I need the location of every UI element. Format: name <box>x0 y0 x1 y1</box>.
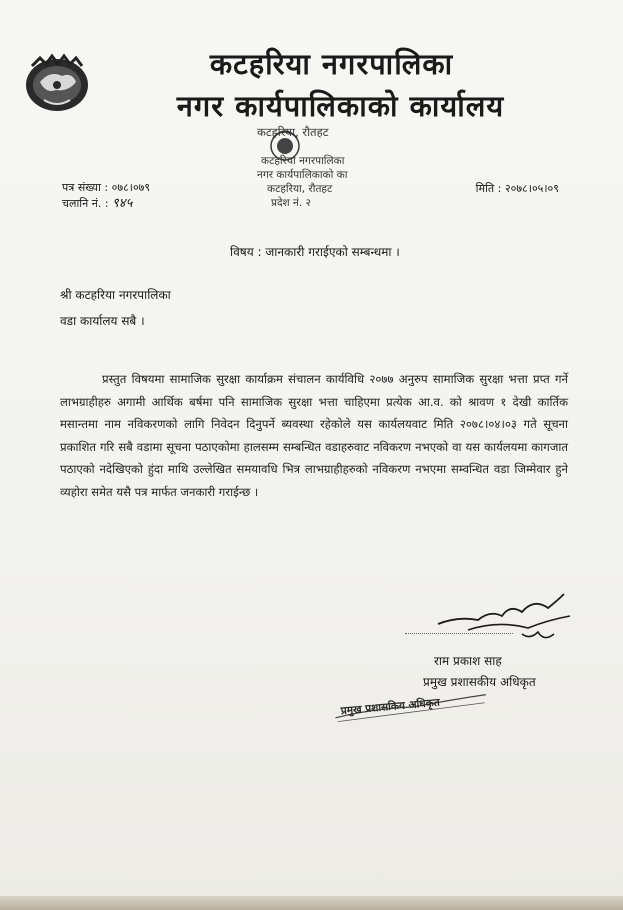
stamp-line-1: कटहरिया नगरपालिका <box>261 155 345 167</box>
chalani-row <box>62 196 150 212</box>
signature-dotted-line <box>405 632 513 634</box>
addressee-line-2: वडा कार्यालय सबै । <box>60 314 145 328</box>
signatory-designation: प्रमुख प्रशासकीय अधिकृत <box>423 675 536 689</box>
chalani-label: चलानि नं. : <box>62 197 109 210</box>
page-bottom-edge <box>0 896 623 910</box>
date-label: मिति : <box>475 182 502 195</box>
patra-sankhya-row <box>62 180 150 196</box>
stamp-location: कटहरिया, रौतहट <box>257 125 329 139</box>
subject-label: विषय : <box>230 245 262 259</box>
patra-sankhya-value: ०७८।०७९ <box>111 181 151 194</box>
subject-text: जानकारी गराईएको सम्बन्धमा । <box>265 245 400 259</box>
date-value: २०७८।०५।०९ <box>504 182 559 195</box>
chalani-value: ९४५ <box>112 196 133 211</box>
designation-stamp <box>332 686 490 725</box>
addressee-line-1: श्री कटहरिया नगरपालिका <box>60 288 171 302</box>
stamp-line-4: प्रदेश नं. २ <box>271 197 311 209</box>
office-stamp <box>243 124 363 214</box>
designation-stamp-text: प्रमुख प्रशासकिय अधिकृत <box>340 696 441 718</box>
signatory-name: राम प्रकाश साह <box>434 654 502 668</box>
municipality-title: कटहरिया नगरपालिका <box>209 47 454 81</box>
reference-block <box>62 180 150 212</box>
office-title: नगर कार्यपालिकाको कार्यालय <box>176 89 505 123</box>
patra-sankhya-label: पत्र संख्या : <box>62 181 109 194</box>
subject-line <box>230 243 400 260</box>
letter-body: प्रस्तुत विषयमा सामाजिक सुरक्षा कार्याक्रम संचालन कार्यविधि २०७७ अनुरुप सामाजिक सुरक्षा भत्ता प्रप्त गर्ने लाभग्राहीहरु अगामी आर्थिक बर्षमा पनि सामाजिक सुरक्षा भत्ता चाहिएमा प्रत्येक आ.व. को श्रावण १ देखी कार्तिक मसान्तमा नाम नविकरणको लागि निवेदन दिनुपर्ने ब्यवस्था रहेकोले यस कार्यलयवाट मिति २०७८।०४।०३ गते सूचना प्रकाशित गरि सबै वडामा सूचना पठाएकोमा हालसम्म सम्बन्धित वडाहरुवाट नविकरण नभएको वा यस कार्यलयमा कागजात पठाएको नदेखिएको हुंदा माथि उल्लेखित समयावधि भित्र लाभग्राहीहरुको नविकरण नभएमा सम्वन्धित वडा जिम्मेवार हुने व्यहोरा समेत यसै पत्र मार्फत जनकारी गराईन्छ । <box>60 372 568 499</box>
handwritten-signature <box>398 590 588 650</box>
stamp-line-3: कटहरिया, रौतहट <box>267 183 333 195</box>
stamp-line-2: नगर कार्यपालिकाको का <box>257 169 348 181</box>
letter-date <box>476 181 559 196</box>
